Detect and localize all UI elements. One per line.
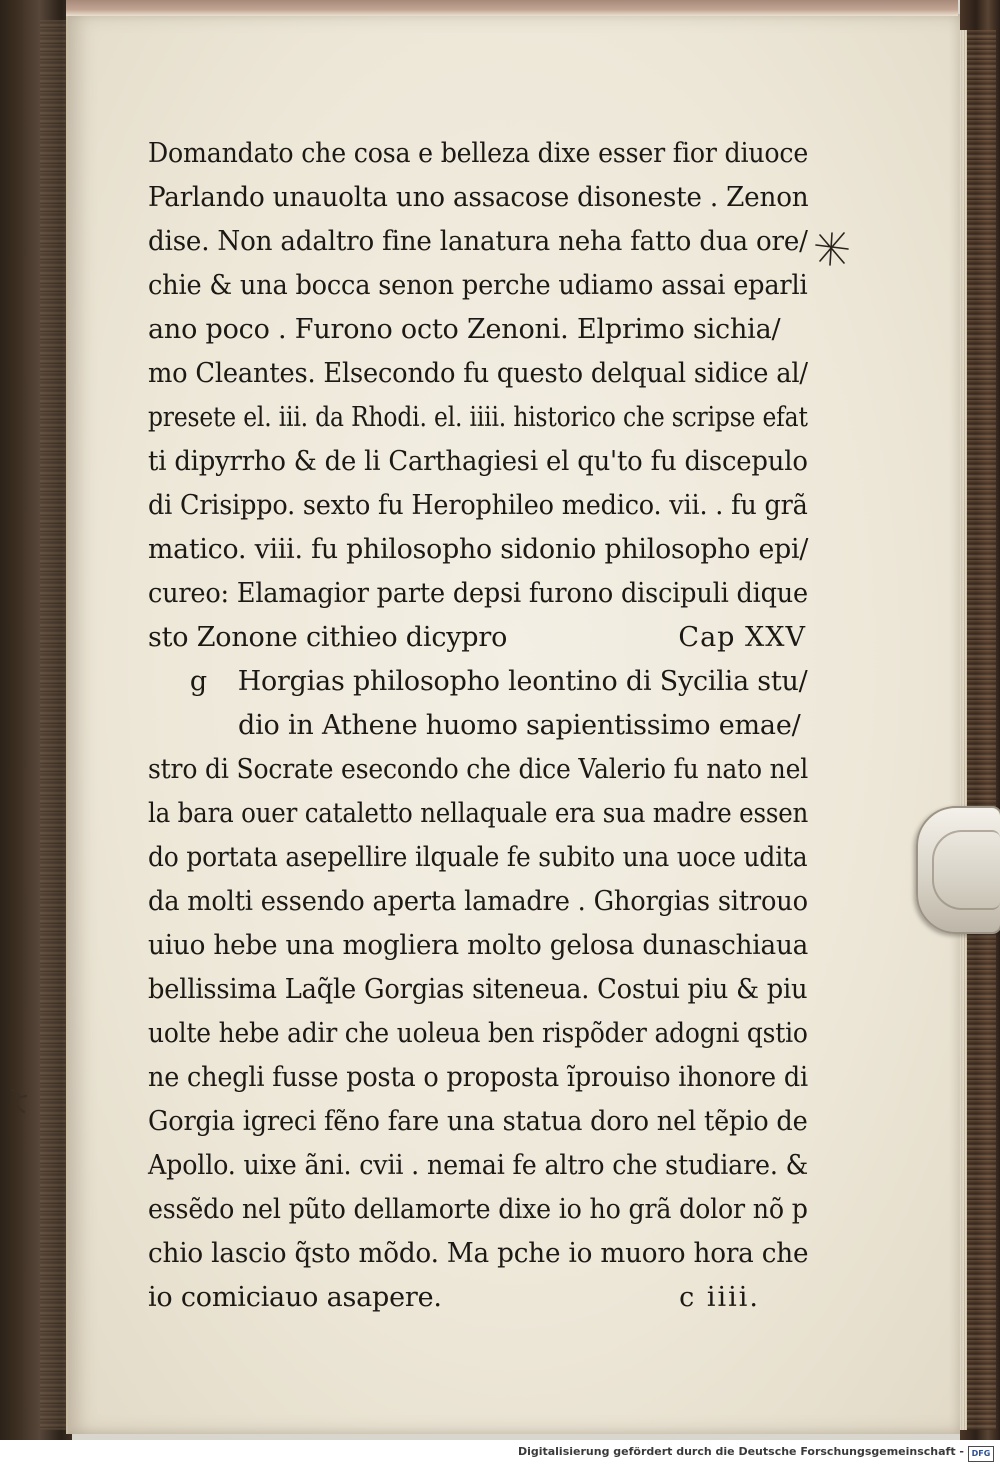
page-clasp-inner — [932, 830, 1000, 910]
footer-bar — [0, 1440, 1000, 1467]
last-line-text: io comiciauo asapere. — [148, 1282, 442, 1313]
text-line: chie & una bocca senon perche udiamo assai eparli — [148, 270, 808, 301]
marginal-ink-mark-icon — [8, 1086, 32, 1116]
printed-text-block — [148, 132, 808, 1320]
guide-letter-initial: g — [189, 666, 207, 697]
text-line: uiuo hebe una mogliera molto gelosa dunaschiaua — [148, 930, 809, 961]
text-line: chio lascio q̃sto mõdo. Ma pche io muoro hora che — [148, 1238, 809, 1269]
text-line: la bara ouer cataletto nellaquale era sua madre essen — [148, 798, 809, 829]
chapter-heading-text: sto Zonone cithieo dicypro — [148, 622, 508, 653]
text-line: essẽdo nel pũto dellamorte dixe io ho grã dolor nõ p — [148, 1194, 808, 1225]
text-line: stro di Socrate esecondo che dice Valerio fu nato nel — [148, 754, 809, 785]
text-line — [148, 660, 806, 704]
text-line: mo Cleantes. Elsecondo fu questo delqual sidice al/ — [148, 358, 808, 389]
text-line: dise. Non adaltro fine lanatura neha fatto dua ore/ — [148, 226, 808, 257]
text-line: presete el. iii. da Rhodi. el. iiii. historico che scripse efat — [148, 402, 808, 433]
text-line: do portata asepellire ilquale fe subito una uoce udita — [148, 842, 808, 873]
chapter-number: Cap XXV — [678, 622, 806, 653]
text-line-content: Horgias philosopho leontino di Sycilia stu/ — [237, 666, 808, 697]
text-line: Gorgia igreci fẽno fare una statua doro nel tẽpio de — [148, 1106, 808, 1137]
cover-texture-right — [966, 30, 996, 1430]
text-line: cureo: Elamagior parte depsi furono discipuli dique — [148, 578, 808, 609]
text-line: ne chegli fusse posta o proposta ĩprouiso ihonore di — [148, 1062, 808, 1093]
text-line: bellissima Laq̃le Gorgias siteneua. Costui piu & piu — [148, 974, 808, 1005]
chapter-heading-line — [148, 616, 808, 660]
signature-mark: c iiii. — [679, 1282, 760, 1313]
text-line: ti dipyrrho & de li Carthagiesi el qu'to fu discepulo — [148, 446, 808, 477]
text-line: Apollo. uixe ãni. cvii . nemai fe altro che studiare. & — [148, 1150, 809, 1181]
text-line: ano poco . Furono octo Zenoni. Elprimo sichia/ — [148, 314, 781, 345]
text-line: uolte hebe adir che uoleua ben rispõder adogni qstio — [148, 1018, 808, 1049]
last-line — [148, 1276, 808, 1320]
page-top-edge — [66, 0, 958, 16]
dfg-logo: DFG — [968, 1446, 994, 1462]
text-line: dio in Athene huomo sapientissimo emae/ — [238, 710, 801, 741]
funding-credit: Digitalisierung gefördert durch die Deutsche Forschungsgemeinschaft - — [517, 1445, 964, 1458]
text-line: Parlando unauolta uno assacose disoneste . Zenon — [148, 182, 809, 213]
text-line: da molti essendo aperta lamadre . Ghorgias sitrouo — [148, 886, 808, 917]
text-line: di Crisippo. sexto fu Herophileo medico. vii. . fu grã — [148, 490, 808, 521]
marginal-asterisk-icon — [810, 227, 854, 271]
text-line: matico. viii. fu philosopho sidonio philosopho epi/ — [148, 534, 809, 565]
text-line: Domandato che cosa e belleza dixe esser fior diuoce — [148, 138, 809, 169]
